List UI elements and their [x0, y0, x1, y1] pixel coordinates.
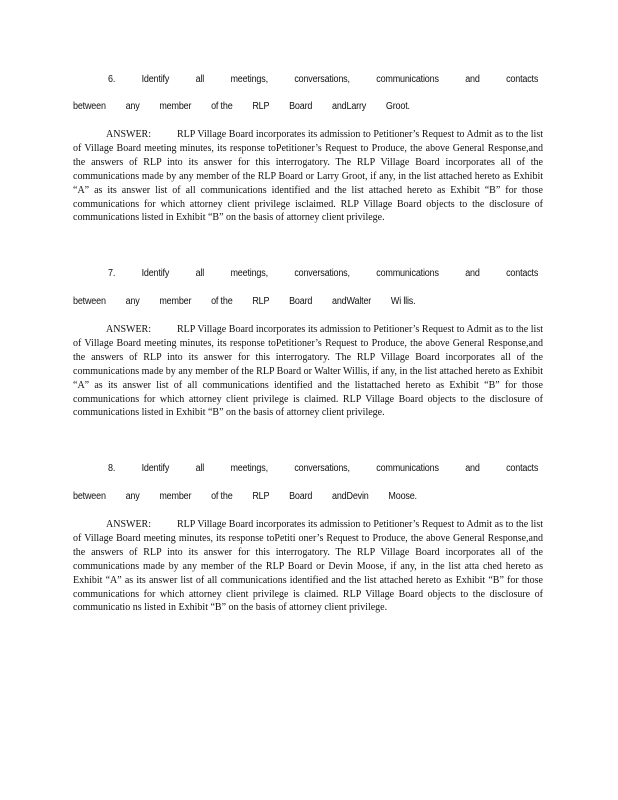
question-line	[73, 101, 430, 112]
question-word: Moose.	[388, 491, 417, 502]
answer-text: RLP Village Board incorporates its admission to Petitioner’s Request to Admit as to the list of Village Board meeting minutes, its response toPetitioner’s Request to Produce, the above General Response,and the answers of RLP into its answer for this interrogatory. The RLP Village Board incorporates all of the communications made by any member of the RLP Board or Walter Willis, if any, in the list attached hereto as Exhibit “A” as its answer list of all communications identified and the listattached hereto as Exhibit “B” for those communications for which attorney client privilege is claimed. RLP Village Board objects to the disclosure of communications listed in Exhibit “B” on the basis of attorney client privilege.	[73, 324, 543, 419]
question-word: communications	[376, 74, 439, 85]
answer-label: ANSWER:	[106, 519, 151, 530]
question-word: member	[159, 491, 192, 502]
question-word: all	[195, 268, 205, 279]
question-word: Board	[289, 491, 313, 502]
question-word: andWalter	[332, 296, 372, 307]
question-word: any	[125, 491, 140, 502]
question-word: Identify	[141, 74, 170, 85]
question-line	[73, 296, 435, 307]
question-word: of the	[211, 101, 233, 112]
question-word: all	[195, 463, 205, 474]
question-line	[108, 463, 538, 474]
question-word: communications	[376, 463, 439, 474]
question-word: Wi llis.	[390, 296, 416, 307]
question-word: meetings,	[230, 463, 268, 474]
question-word: member	[159, 296, 192, 307]
question-word: and	[465, 74, 480, 85]
question-word: RLP	[252, 296, 270, 307]
question-number: 7.	[108, 268, 116, 279]
answer-paragraph	[73, 128, 543, 225]
question-word: member	[159, 101, 192, 112]
question-word: of the	[211, 296, 233, 307]
question-word: Identify	[141, 268, 170, 279]
question-number: 8.	[108, 463, 116, 474]
question-word: any	[125, 101, 140, 112]
question-word: and	[465, 268, 480, 279]
question-word: Identify	[141, 463, 170, 474]
question-word: all	[195, 74, 205, 85]
question-word: communications	[376, 268, 439, 279]
question-word: contacts	[506, 74, 539, 85]
answer-paragraph	[73, 518, 543, 615]
question-word: conversations,	[294, 268, 350, 279]
question-word: RLP	[252, 101, 270, 112]
question-word: of the	[211, 491, 233, 502]
answer-paragraph	[73, 323, 543, 420]
question-line	[73, 491, 437, 502]
question-word: any	[125, 296, 140, 307]
question-word: Groot.	[385, 101, 410, 112]
question-word: RLP	[252, 491, 270, 502]
question-word: meetings,	[230, 74, 268, 85]
question-line	[108, 268, 538, 279]
answer-text: RLP Village Board incorporates its admission to Petitioner’s Request to Admit as to the list of Village Board meeting minutes, its response toPetitioner’s Request to Produce, the above General Response,and the answers of RLP into its answer for this interrogatory. The RLP Village Board incorporates all of the communications made by any member of the RLP Board or Larry Groot, if any, in the list attached hereto as Exhibit “A” as its answer list of all communications identified and the list attached hereto as Exhibit “B” for those communications for which attorney client privilege isclaimed. RLP Village Board objects to the disclosure of communications listed in Exhibit “B” on the basis of attorney client privilege.	[73, 129, 543, 224]
question-word: between	[73, 296, 106, 307]
answer-label: ANSWER:	[106, 324, 151, 335]
answer-label: ANSWER:	[106, 129, 151, 140]
question-word: andDevin	[332, 491, 369, 502]
question-number: 6.	[108, 74, 116, 85]
question-word: and	[465, 463, 480, 474]
question-word: contacts	[506, 463, 539, 474]
question-word: between	[73, 101, 106, 112]
question-line	[108, 74, 538, 85]
question-word: Board	[289, 296, 313, 307]
question-word: between	[73, 491, 106, 502]
question-word: Board	[289, 101, 313, 112]
answer-text: RLP Village Board incorporates its admission to Petitioner’s Request to Admit as to the list of Village Board meeting minutes, its response toPetiti oner’s Request to Produce, the above General Response,and the answers of RLP into its answer for this interrogatory. The RLP Village Board incorporates all of the communications made by any member of the RLP Board or Devin Moose, if any, in the list atta ched hereto as Exhibit “A” as its answer list of all communications identified and the list attached hereto as Exhibit “B” for those communications for which attorney client privilege is claimed. RLP Village Board objects to the disclosure of communicatio ns listed in Exhibit “B” on the basis of attorney client privilege.	[73, 519, 543, 614]
question-word: contacts	[506, 268, 539, 279]
question-word: conversations,	[294, 74, 350, 85]
question-word: andLarry	[332, 101, 367, 112]
question-word: meetings,	[230, 268, 268, 279]
question-word: conversations,	[294, 463, 350, 474]
